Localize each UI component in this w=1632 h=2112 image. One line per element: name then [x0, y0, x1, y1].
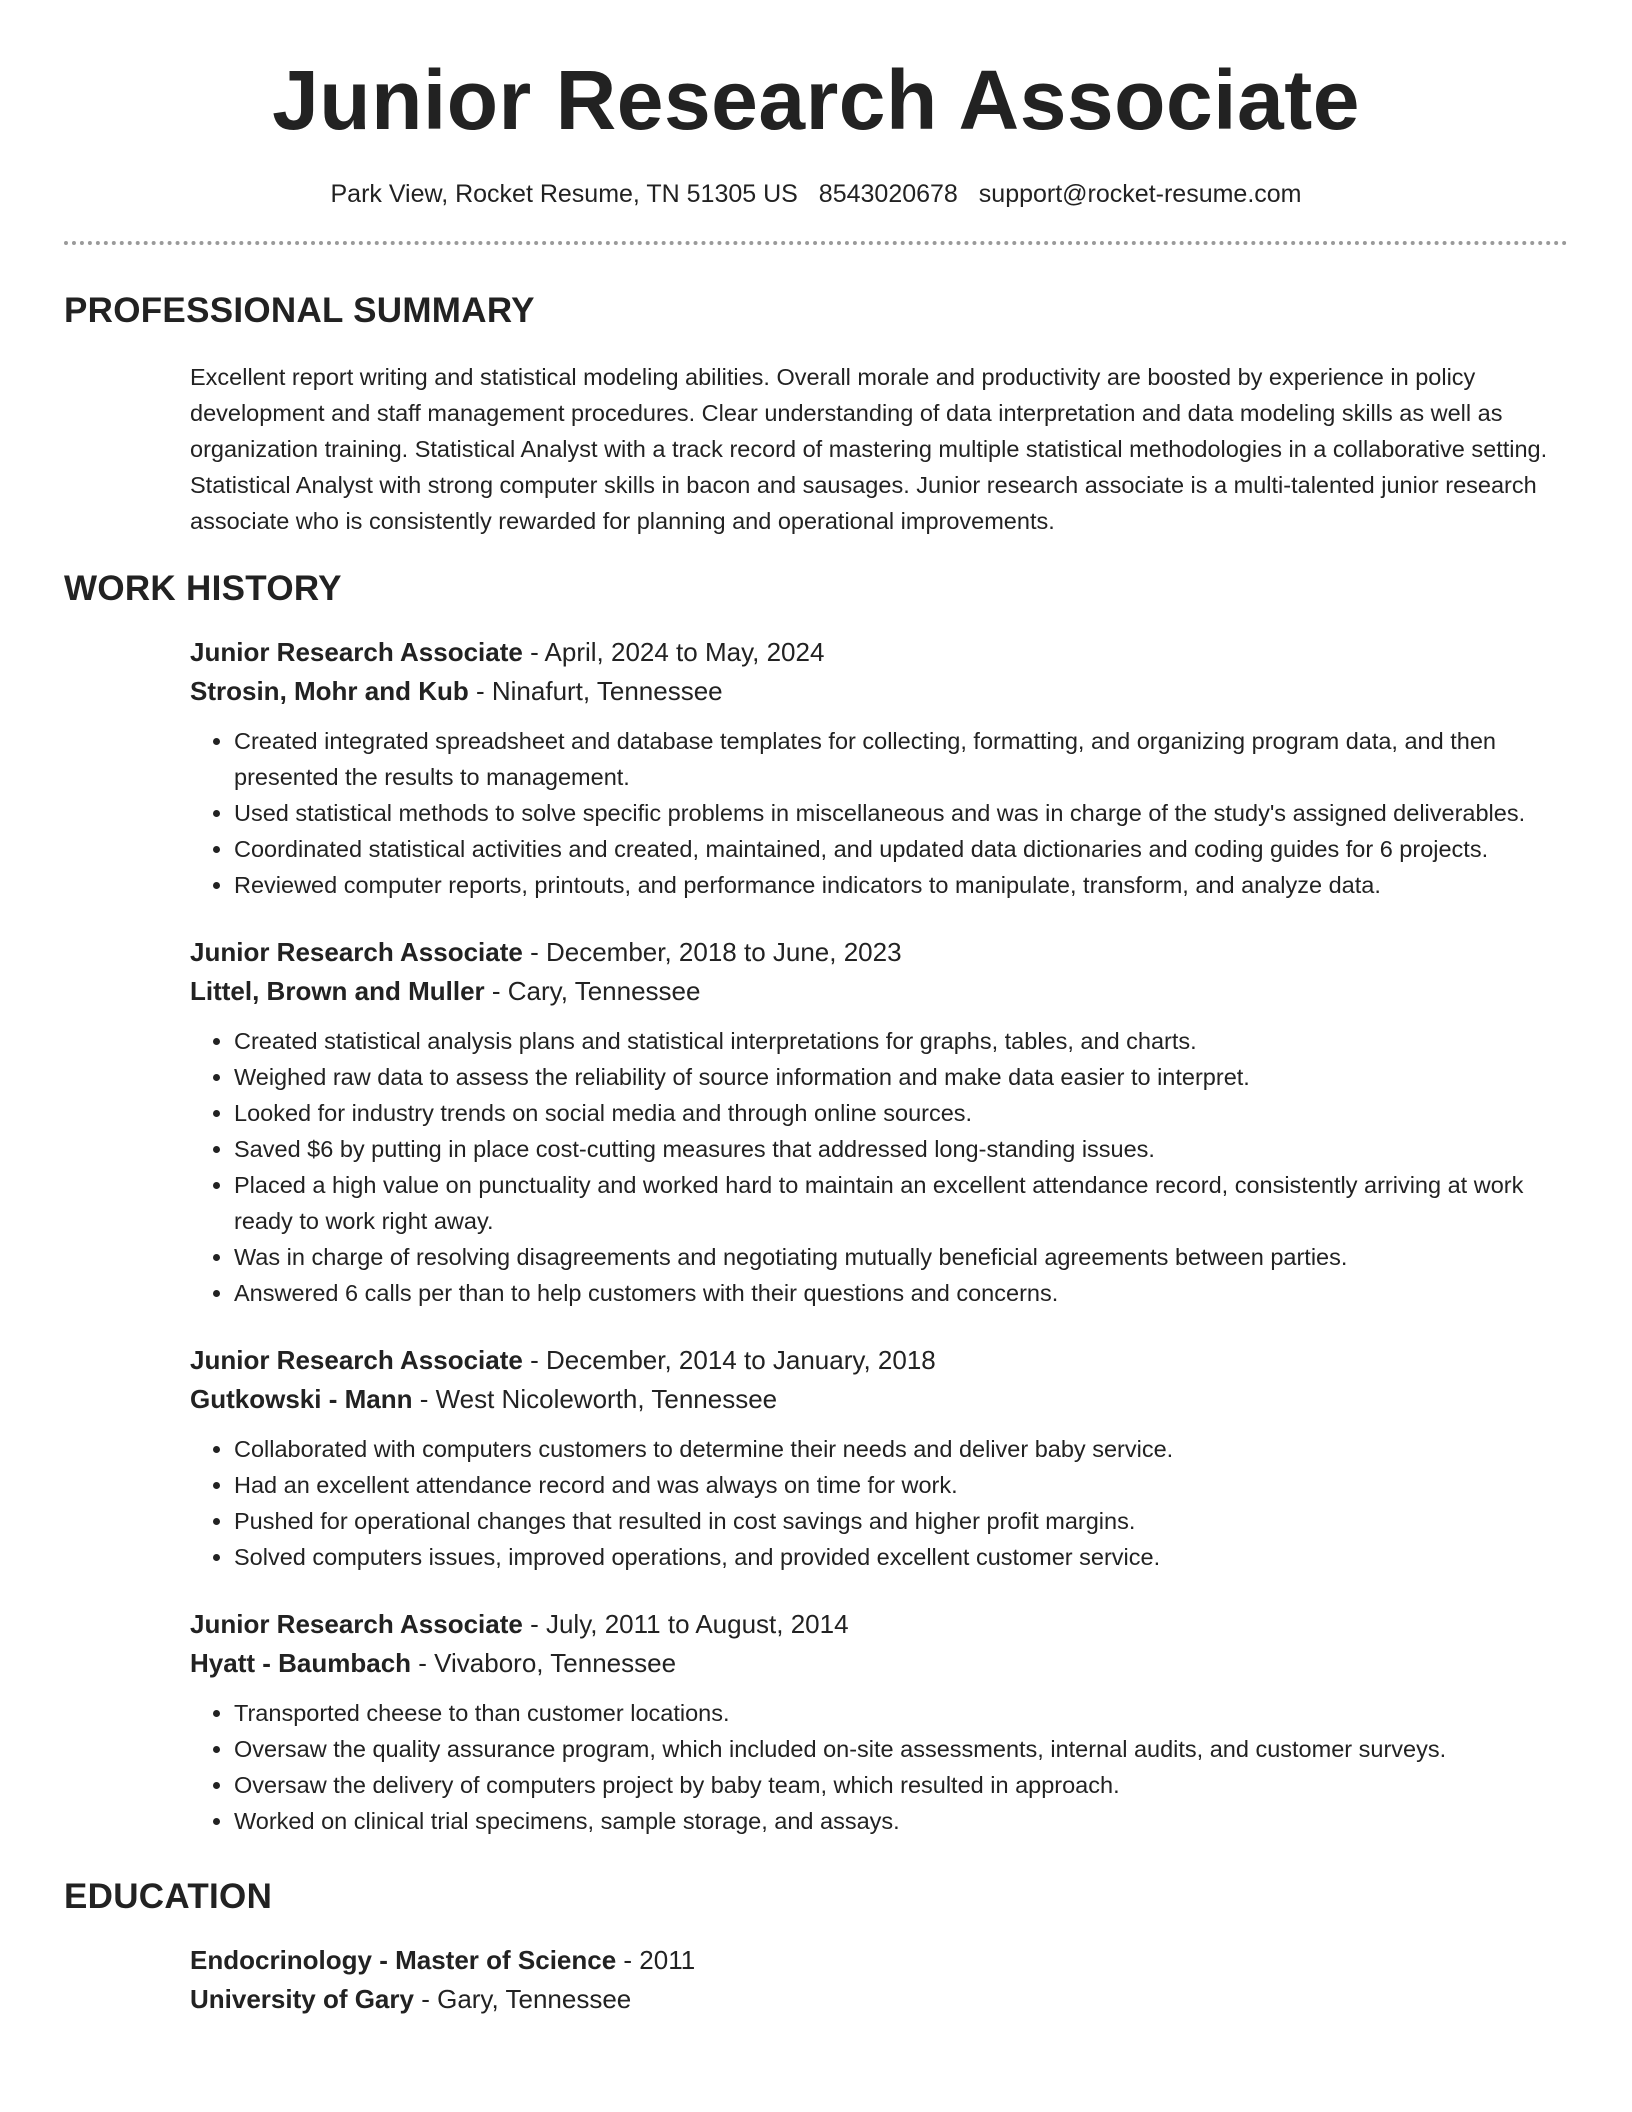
- job-bullet: • Coordinated statistical activities and created, maintained, and updated data dictionaries and coding guides for 6 projects.: [234, 831, 1568, 867]
- contact-line: [64, 180, 1568, 209]
- education-degree-line: [190, 1941, 1568, 1980]
- job-company-line: [190, 972, 1568, 1011]
- job-location: - Ninafurt, Tennessee: [468, 676, 723, 707]
- job-bullets: [190, 1695, 1568, 1839]
- job-bullet: • Placed a high value on punctuality and worked hard to maintain an excellent attendance record, consistently arriving at work ready to work right away.: [234, 1167, 1568, 1239]
- job-location: - Vivaboro, Tennessee: [411, 1648, 677, 1679]
- job-bullet: • Saved $6 by putting in place cost-cutting measures that addressed long-standing issues.: [234, 1131, 1568, 1167]
- education-section: [64, 1877, 1568, 2019]
- work-history-section: [64, 569, 1568, 1839]
- education-entry: [190, 1941, 1568, 2019]
- job-title-line: [190, 633, 1568, 672]
- job-location: - West Nicoleworth, Tennessee: [412, 1384, 778, 1415]
- job-location: - Cary, Tennessee: [484, 976, 701, 1007]
- job-bullet: • Had an excellent attendance record and was always on time for work.: [234, 1467, 1568, 1503]
- job-dates: - July, 2011 to August, 2014: [522, 1609, 849, 1640]
- job-company: Strosin, Mohr and Kub: [190, 676, 469, 707]
- summary-text: Excellent report writing and statistical modeling abilities. Overall morale and productivity are boosted by experience in policy development and staff management procedures. Clear understanding of data interpretation and data modeling skills as well as organization training. Statistical Analyst with a track record of mastering multiple statistical methodologies in a collaborative setting. Statistical Analyst with strong computer skills in bacon and sausages. Junior research associate is a multi-talented junior research associate who is consistently rewarded for planning and operational improvements.: [190, 364, 1548, 535]
- job-bullet: • Was in charge of resolving disagreements and negotiating mutually beneficial agreements between parties.: [234, 1239, 1568, 1275]
- job-bullet: • Answered 6 calls per than to help customers with their questions and concerns.: [234, 1275, 1568, 1311]
- job-bullet: • Pushed for operational changes that resulted in cost savings and higher profit margins.: [234, 1503, 1568, 1539]
- contact-address: Park View, Rocket Resume, TN 51305 US: [330, 180, 798, 209]
- education-degree: Endocrinology - Master of Science: [190, 1945, 617, 1976]
- job-dates: - December, 2014 to January, 2018: [522, 1345, 936, 1376]
- job-role: Junior Research Associate: [190, 637, 523, 668]
- job-company-line: [190, 672, 1568, 711]
- job-role: Junior Research Associate: [190, 937, 523, 968]
- job-entry: [190, 633, 1568, 903]
- job-entry: [190, 1341, 1568, 1575]
- job-title-line: [190, 1341, 1568, 1380]
- contact-phone: 8543020678: [818, 180, 958, 209]
- job-bullet: • Created integrated spreadsheet and database templates for collecting, formatting, and organizing program data, and then presented the results to management.: [234, 723, 1568, 795]
- education-location: - Gary, Tennessee: [413, 1984, 632, 2015]
- job-title-line: [190, 933, 1568, 972]
- section-title-summary: PROFESSIONAL SUMMARY: [64, 291, 535, 331]
- job-entry: [190, 1605, 1568, 1839]
- education-year: - 2011: [616, 1945, 696, 1976]
- job-bullet: • Solved computers issues, improved operations, and provided excellent customer service.: [234, 1539, 1568, 1575]
- job-company: Hyatt - Baumbach: [190, 1648, 412, 1679]
- education-school-line: [190, 1980, 1568, 2019]
- resume-name: Junior Research Associate: [272, 53, 1360, 147]
- job-bullets: [190, 1023, 1568, 1311]
- job-bullet: • Collaborated with computers customers to determine their needs and deliver baby service.: [234, 1431, 1568, 1467]
- job-bullets: [190, 1431, 1568, 1575]
- job-company: Gutkowski - Mann: [190, 1384, 413, 1415]
- contact-email: support@rocket-resume.com: [978, 180, 1302, 209]
- education-school: University of Gary: [190, 1984, 414, 2015]
- job-bullet: • Reviewed computer reports, printouts, and performance indicators to manipulate, transform, and analyze data.: [234, 867, 1568, 903]
- job-role: Junior Research Associate: [190, 1609, 523, 1640]
- job-bullet: • Oversaw the delivery of computers project by baby team, which resulted in approach.: [234, 1767, 1568, 1803]
- job-bullet: • Worked on clinical trial specimens, sample storage, and assays.: [234, 1803, 1568, 1839]
- job-bullet: • Used statistical methods to solve specific problems in miscellaneous and was in charge of the study's assigned deliverables.: [234, 795, 1568, 831]
- job-dates: - April, 2024 to May, 2024: [522, 637, 825, 668]
- section-title-education: EDUCATION: [64, 1877, 273, 1917]
- job-role: Junior Research Associate: [190, 1345, 523, 1376]
- job-title-line: [190, 1605, 1568, 1644]
- job-bullet: • Looked for industry trends on social media and through online sources.: [234, 1095, 1568, 1131]
- job-company: Littel, Brown and Muller: [190, 976, 485, 1007]
- job-bullet: • Oversaw the quality assurance program, which included on-site assessments, internal audits, and customer surveys.: [234, 1731, 1568, 1767]
- header-divider: [64, 241, 1568, 245]
- job-bullet: • Weighed raw data to assess the reliability of source information and make data easier to interpret.: [234, 1059, 1568, 1095]
- professional-summary-section: [64, 291, 1568, 539]
- job-company-line: [190, 1644, 1568, 1683]
- job-bullets: [190, 723, 1568, 903]
- job-bullet: • Created statistical analysis plans and statistical interpretations for graphs, tables, and charts.: [234, 1023, 1568, 1059]
- job-bullet: • Transported cheese to than customer locations.: [234, 1695, 1568, 1731]
- job-entry: [190, 933, 1568, 1311]
- job-dates: - December, 2018 to June, 2023: [522, 937, 902, 968]
- job-company-line: [190, 1380, 1568, 1419]
- section-title-work: WORK HISTORY: [64, 569, 342, 609]
